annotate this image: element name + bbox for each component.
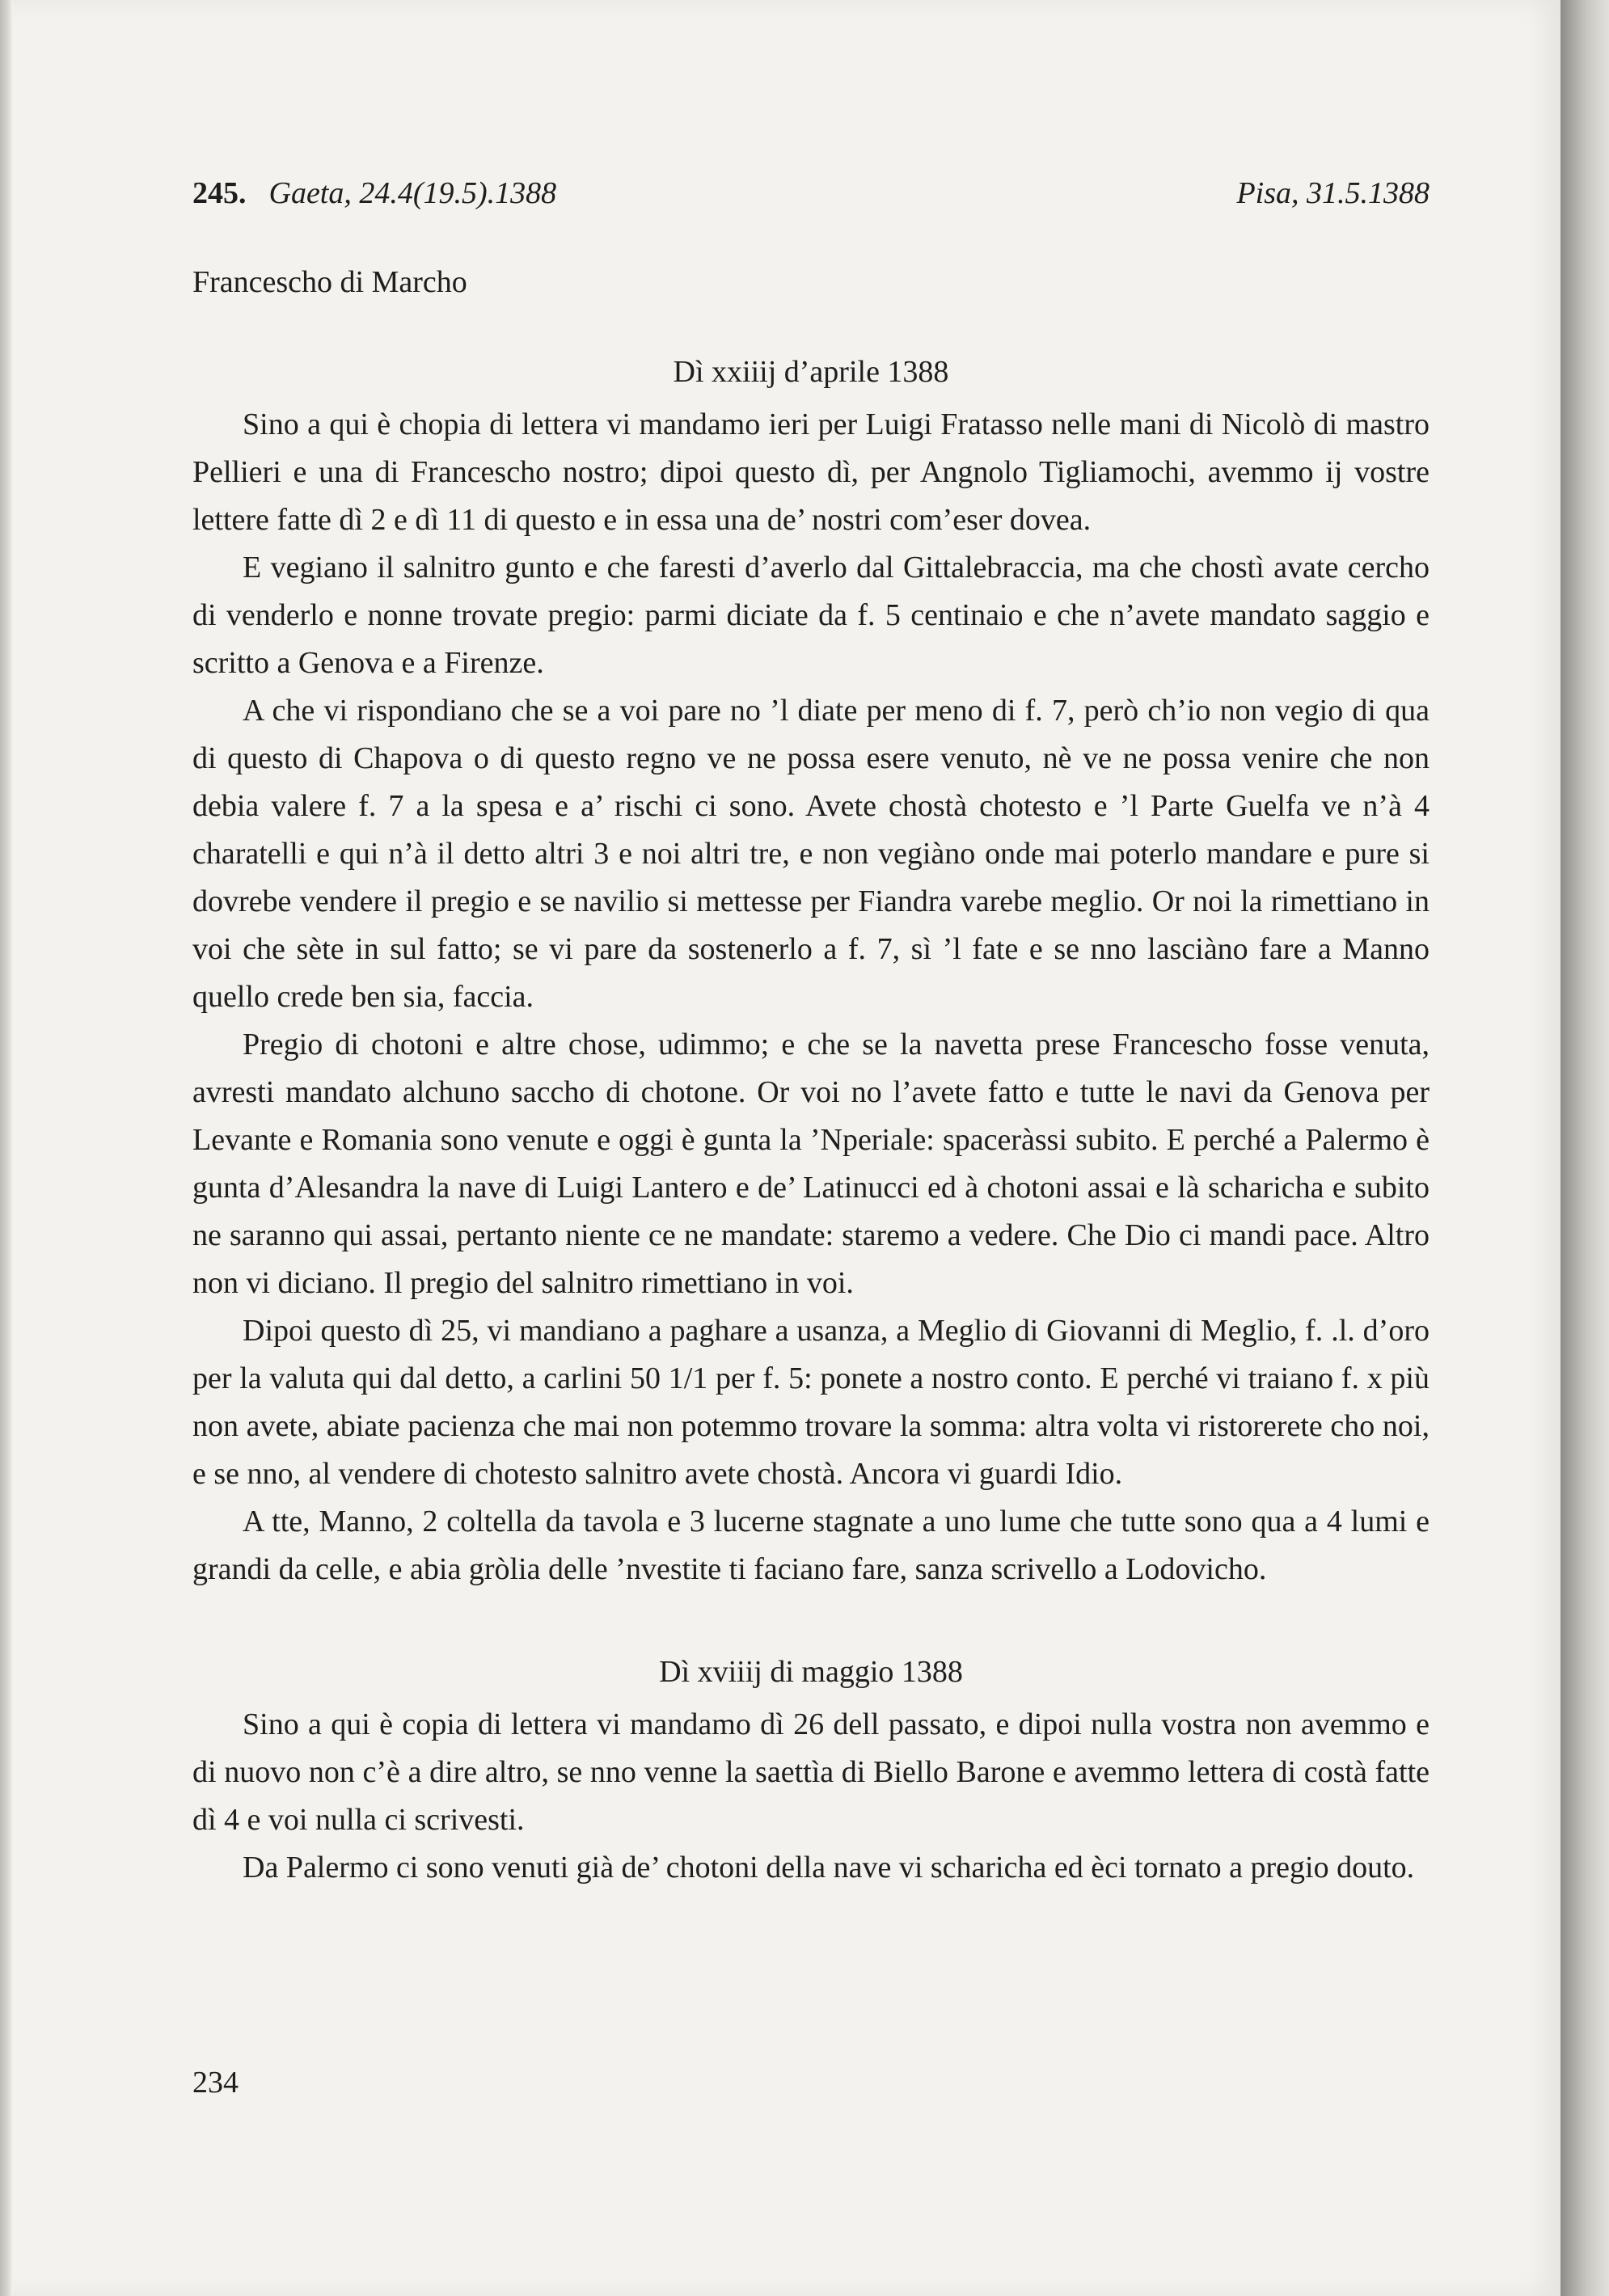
section-date: Dì xxiiij d’aprile 1388	[673, 355, 949, 389]
paragraph: Sino a qui è chopia di lettera vi mandamo ieri per Luigi Fratasso nelle mani di Nicolò di mastro Pellieri e una di Francescho nostro; dipoi questo dì, per Angnolo Tigliamochi, avemmo ij vostre lettere fatte dì 2 e dì 11 di questo e in essa una de’ nostri com’eser dovea.	[192, 407, 1430, 537]
page-number: 234	[192, 2066, 239, 2100]
letter-header	[192, 170, 1430, 218]
paragraph: Dipoi questo dì 25, vi mandiano a paghare a usanza, a Meglio di Giovanni di Meglio, f. .l. d’oro per la valuta qui dal detto, a carlini 50 1/1 per f. 5: ponete a nostro conto. E perché vi traiano f. x più non avete, abiate pacienza che mai non potemmo trovare la somma: altra volta vi ristorerete cho noi, e se nno, al vendere di chotesto salnitro avete chostà. Ancora vi guardi Idio.	[192, 1314, 1430, 1491]
letter-number: 245.	[192, 176, 247, 210]
paragraph: Da Palermo ci sono venuti già de’ chotoni della nave vi scharicha ed èci tornato a pregio douto.	[243, 1851, 1415, 1884]
paragraph: A tte, Manno, 2 coltella da tavola e 3 lucerne stagnate a uno lume che tutte sono qua a 4 lumi e grandi da celle, e abia gròlia delle ’nvestite ti faciano fare, sanza scrivello a Lodovicho.	[192, 1505, 1430, 1586]
letter-header-left	[192, 170, 556, 217]
section-date: Dì xviiij di maggio 1388	[659, 1655, 963, 1689]
paragraph: E vegiano il salnitro gunto e che faresti d’averlo dal Gittalebraccia, ma che chostì avate cercho di venderlo e nonne trovate pregio: parmi diciate da f. 5 centinaio e che n’avete mandato saggio e scritto a Genova e a Firenze.	[192, 551, 1430, 680]
letter-recipient: Francescho di Marcho	[192, 265, 467, 299]
paragraph: Sino a qui è copia di lettera vi mandamo dì 26 dell passato, e dipoi nulla vostra non avemmo e di nuovo non c’è a dire altro, se nno venne la saettìa di Biello Barone e avemmo lettera di costà fatte dì 4 e voi nulla ci scrivesti.	[192, 1707, 1430, 1837]
book-spine	[1560, 0, 1609, 2296]
letter-origin: Gaeta, 24.4(19.5).1388	[268, 176, 557, 210]
page-left-edge	[0, 0, 13, 2296]
letter-destination: Pisa, 31.5.1388	[1236, 176, 1430, 210]
paragraph: Pregio di chotoni e altre chose, udimmo; e che se la navetta prese Francescho fosse venuta, avresti mandato alchuno saccho di chotone. Or voi no l’avete fatto e tutte le navi da Genova per Levante e Romania sono venute e oggi è gunta la ’Nperiale: spaceràssi subito. E perché a Palermo è gunta d’Alesandra la nave di Luigi Lantero e de’ Latinucci ed à chotoni assai e là scharicha e subito ne saranno qui assai, pertanto niente ce ne mandate: staremo a vedere. Che Dio ci mandi pace. Altro non vi diciano. Il pregio del salnitro rimettiano in voi.	[192, 1028, 1430, 1300]
paragraph: A che vi rispondiano che se a voi pare no ’l diate per meno di f. 7, però ch’io non vegio di qua di questo di Chapova o di questo regno ve ne possa esere venuto, nè ve ne possa venire che non debia valere f. 7 a la spesa e a’ rischi ci sono. Avete chostà chotesto e ’l Parte Guelfa ve n’à 4 charatelli e qui n’à il detto altri 3 e noi altri tre, e non vegiàno onde mai poterlo mandare e pure si dovrebe vendere il pregio e se navilio si mettesse per Fiandra varebe meglio. Or noi la rimettiano in voi che sète in sul fatto; se vi pare da sostenerlo a f. 7, sì ’l fate e se nno lasciàno fare a Manno quello crede ben sia, faccia.	[192, 694, 1430, 1014]
letter-content	[192, 170, 1430, 1892]
